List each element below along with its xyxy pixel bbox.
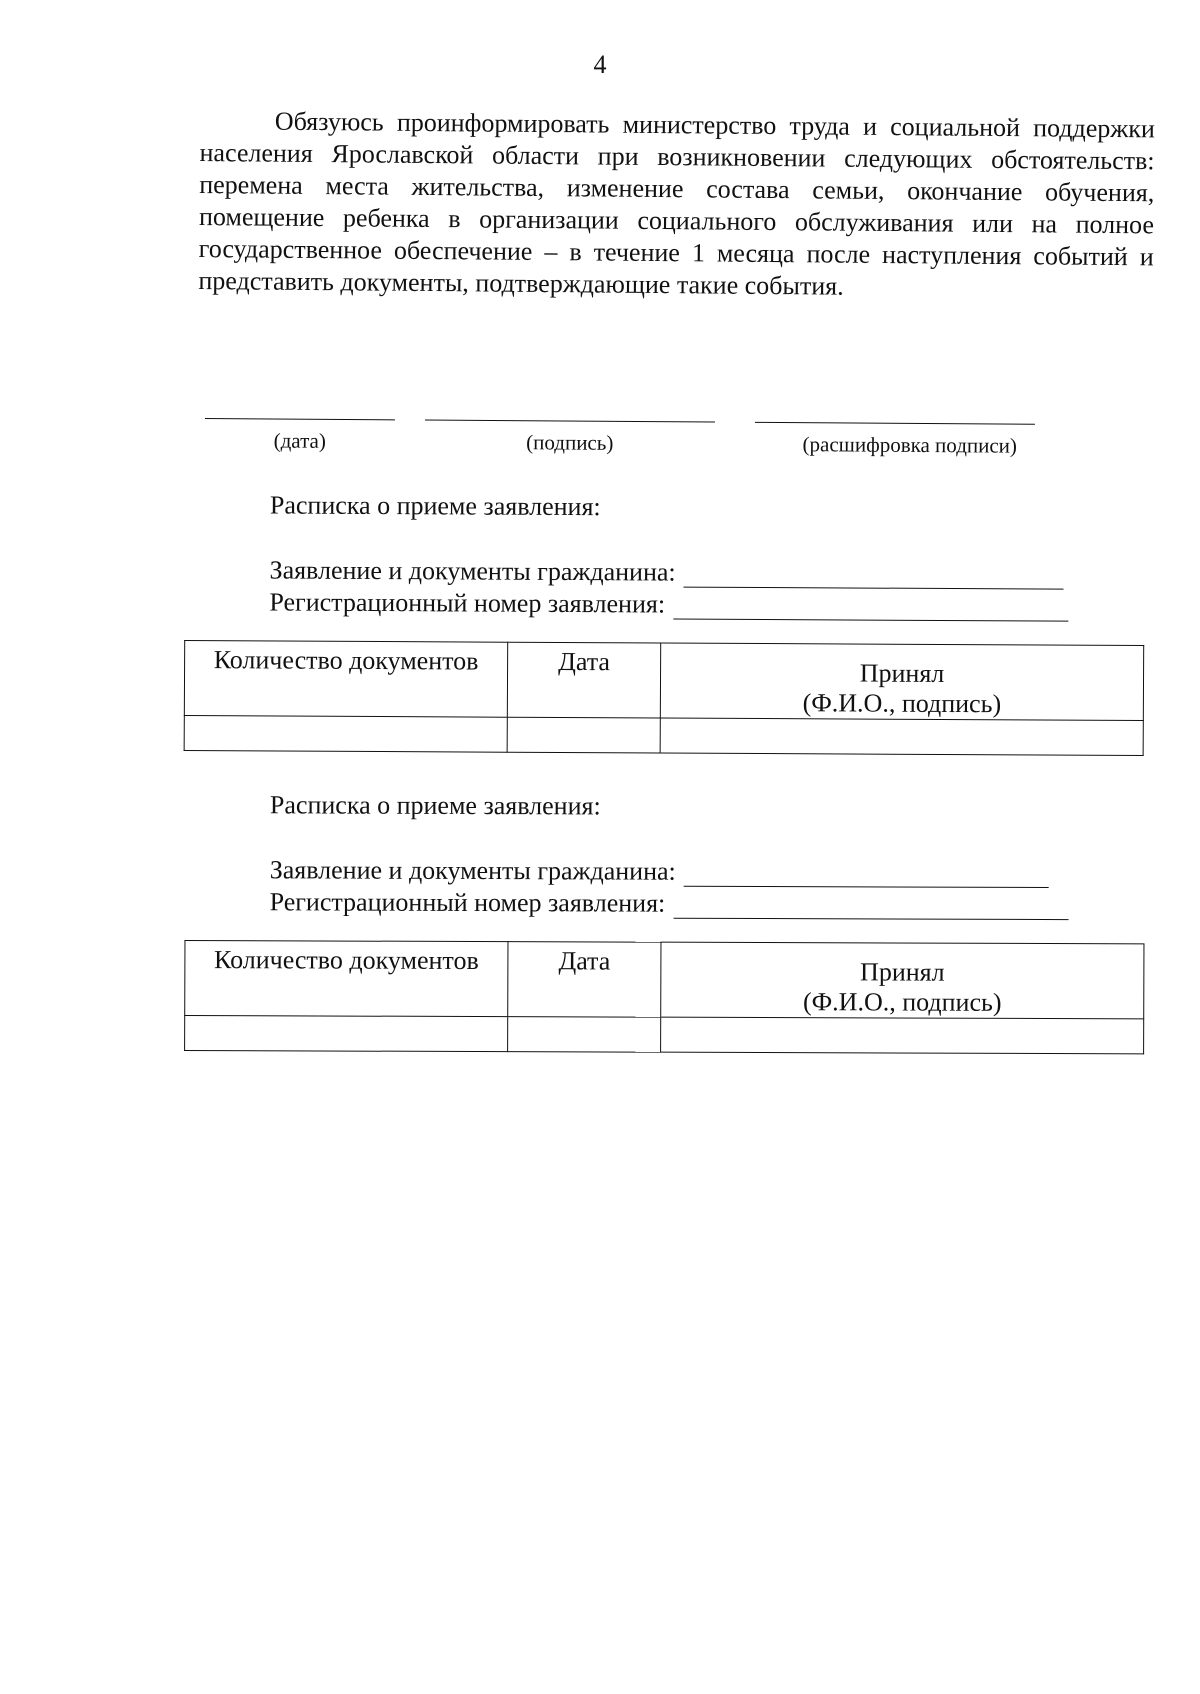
cell-document-count[interactable] [184,715,507,752]
cell-accepted-by[interactable] [660,718,1143,756]
page-number: 4 [593,50,607,79]
citizen-documents-field [270,855,1049,888]
citizen-documents-blank[interactable] [684,864,1049,888]
accepted-by-sublabel: (Ф.И.О., подпись) [802,987,1002,1017]
column-accepted-by [661,942,1144,1019]
registration-number-field [270,887,1069,920]
registration-number-field [269,587,1068,621]
cell-date[interactable] [507,717,660,753]
column-document-count: Количество документов [184,641,507,718]
citizen-documents-blank[interactable] [684,565,1064,590]
obligation-paragraph: Обязуюсь проинформировать министерство труда и социальной поддержки населения Ярославской области при возникновении следующих обстоятельств: перемена места жительства, изменение состава семьи, окончание обучения, помещение ребенка в организации социального обслуживания или на полное государственное обеспечение – в течение 1 месяца после наступления событий и представить документы, подтверждающие такие события. [198,106,1155,301]
citizen-documents-field [270,555,1064,589]
registration-number-blank[interactable] [673,597,1068,622]
accepted-by-label: Принял [860,957,945,987]
registration-number-label: Регистрационный номер заявления: [269,587,666,619]
receipt-table [184,640,1145,756]
registration-number-blank[interactable] [673,896,1068,920]
receipt-table [184,940,1144,1054]
registration-number-label: Регистрационный номер заявления: [269,887,666,918]
column-accepted-by [660,643,1143,721]
cell-document-count[interactable] [185,1016,508,1052]
receipt-title: Расписка о приеме заявления: [269,490,601,522]
column-document-count: Количество документов [185,941,508,1017]
accepted-by-label: Принял [859,658,945,688]
citizen-documents-label: Заявление и документы гражданина: [269,855,676,886]
signature-decode-caption: (расшифровка подписи) [802,432,1018,458]
cell-accepted-by[interactable] [661,1017,1144,1054]
signature-caption: (подпись) [526,430,614,455]
cell-date[interactable] [508,1017,661,1053]
signature-line[interactable] [425,420,715,423]
date-line[interactable] [205,418,395,420]
column-date: Дата [508,942,661,1018]
accepted-by-sublabel: (Ф.И.О., подпись) [802,688,1002,719]
signature-block [205,410,1105,476]
receipt-section-2 [185,790,1160,1017]
receipt-section-1 [185,490,1160,719]
receipt-title: Расписка о приеме заявления: [269,790,601,821]
date-caption: (дата) [273,428,326,453]
citizen-documents-label: Заявление и документы гражданина: [269,555,676,587]
signature-decode-line[interactable] [755,422,1035,425]
column-date: Дата [507,642,660,718]
